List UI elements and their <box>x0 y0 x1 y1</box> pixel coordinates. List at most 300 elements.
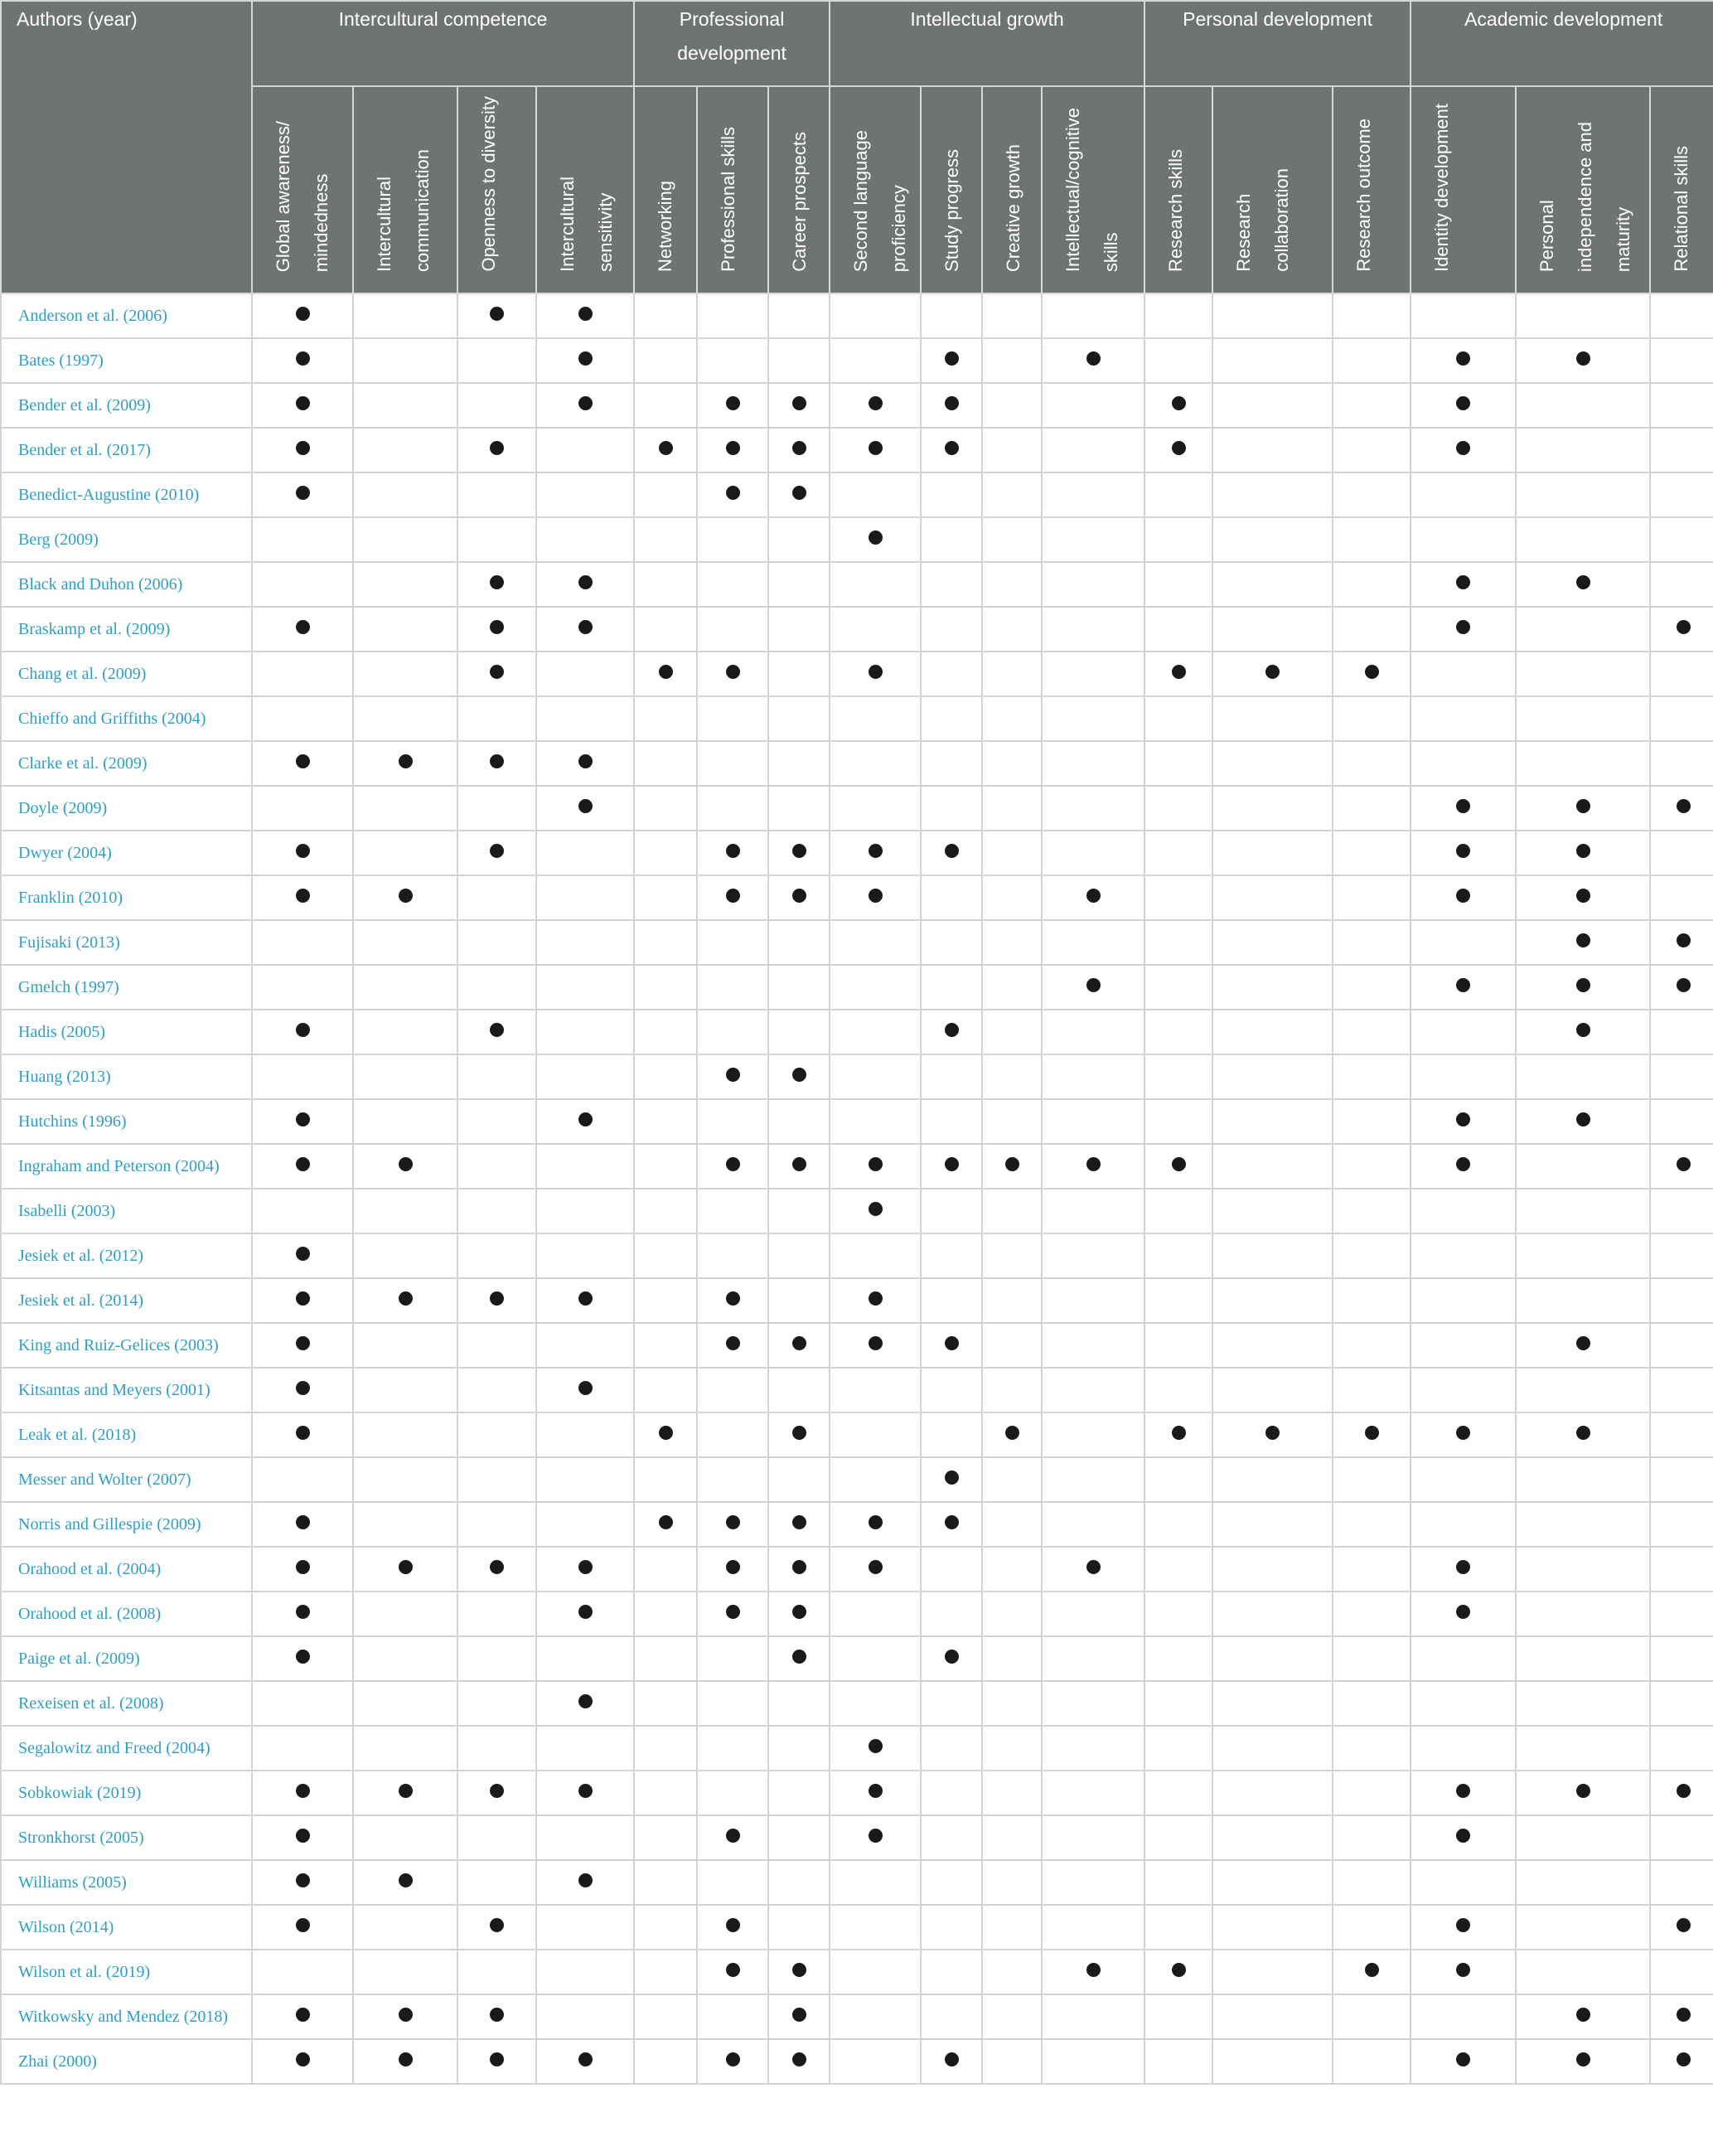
table-row <box>1 652 1713 696</box>
subcategory-header <box>830 86 921 293</box>
table-cell <box>1042 786 1144 831</box>
table-cell <box>353 786 457 831</box>
table-cell <box>1516 875 1650 920</box>
table-cell <box>1516 1457 1650 1502</box>
table-cell <box>1650 338 1713 383</box>
table-cell <box>536 1457 634 1502</box>
table-cell <box>697 652 768 696</box>
table-cell <box>1516 1099 1650 1144</box>
table-cell <box>1516 1189 1650 1233</box>
table-cell <box>982 831 1042 875</box>
bullet-mark-icon <box>490 1918 504 1932</box>
author-link[interactable]: Norris and Gillespie (2009) <box>1 1502 252 1547</box>
table-cell <box>830 1726 921 1771</box>
table-row <box>1 383 1713 428</box>
bullet-mark-icon <box>578 1605 593 1619</box>
bullet-mark-icon <box>490 441 504 455</box>
bullet-mark-icon <box>1677 2008 1691 2022</box>
table-cell <box>252 741 353 786</box>
table-cell <box>1333 1278 1411 1323</box>
author-link[interactable]: Berg (2009) <box>1 517 252 562</box>
table-cell <box>252 1323 353 1368</box>
subcategory-header <box>536 86 634 293</box>
table-cell <box>982 1189 1042 1233</box>
table-cell <box>634 1457 697 1502</box>
bullet-mark-icon <box>1172 441 1186 455</box>
author-link[interactable]: Bender et al. (2017) <box>1 428 252 472</box>
table-cell <box>536 652 634 696</box>
table-cell <box>921 1412 982 1457</box>
subcategory-label: Creative growth <box>1003 143 1024 272</box>
table-cell <box>1144 2039 1212 2084</box>
table-cell <box>1212 1994 1333 2039</box>
table-cell <box>1650 1189 1713 1233</box>
table-cell <box>921 1636 982 1681</box>
table-cell <box>1212 1010 1333 1054</box>
table-cell <box>921 1233 982 1278</box>
table-cell <box>768 1412 830 1457</box>
table-cell <box>1411 1771 1516 1815</box>
bullet-mark-icon <box>1172 1426 1186 1440</box>
table-cell <box>252 1054 353 1099</box>
bullet-mark-icon <box>1677 978 1691 992</box>
table-cell <box>634 1010 697 1054</box>
table-cell <box>921 1905 982 1950</box>
table-cell <box>768 1994 830 2039</box>
table-cell <box>353 293 457 338</box>
bullet-mark-icon <box>945 1157 959 1171</box>
table-cell <box>353 1905 457 1950</box>
table-cell <box>457 696 536 741</box>
table-cell <box>457 293 536 338</box>
bullet-mark-icon <box>792 486 806 500</box>
author-link[interactable]: Segalowitz and Freed (2004) <box>1 1726 252 1771</box>
table-cell <box>982 607 1042 652</box>
table-cell <box>457 428 536 472</box>
table-row <box>1 1815 1713 1860</box>
bullet-mark-icon <box>578 396 593 410</box>
author-link[interactable]: Wilson (2014) <box>1 1905 252 1950</box>
bullet-mark-icon <box>399 889 413 903</box>
author-link[interactable]: Williams (2005) <box>1 1860 252 1905</box>
bullet-mark-icon <box>490 620 504 634</box>
table-cell <box>1212 1592 1333 1636</box>
table-cell <box>1333 741 1411 786</box>
bullet-mark-icon <box>1365 1426 1379 1440</box>
table-cell <box>252 1994 353 2039</box>
bullet-mark-icon <box>659 665 673 679</box>
author-link[interactable]: Gmelch (1997) <box>1 965 252 1010</box>
table-cell <box>768 293 830 338</box>
table-cell <box>1333 1771 1411 1815</box>
author-link[interactable]: Ingraham and Peterson (2004) <box>1 1144 252 1189</box>
table-cell <box>1212 472 1333 517</box>
table-cell <box>536 1950 634 1994</box>
bullet-mark-icon <box>1456 396 1470 410</box>
author-link[interactable]: Sobkowiak (2019) <box>1 1771 252 1815</box>
subcategory-label: Intellectual/cognitive skills <box>1062 107 1122 272</box>
bullet-mark-icon <box>1456 978 1470 992</box>
table-row <box>1 1905 1713 1950</box>
table-cell <box>457 1502 536 1547</box>
table-cell <box>768 831 830 875</box>
author-link[interactable]: Anderson et al. (2006) <box>1 293 252 338</box>
author-link[interactable]: Doyle (2009) <box>1 786 252 831</box>
subcategory-header <box>634 86 697 293</box>
table-row <box>1 965 1713 1010</box>
table-row <box>1 875 1713 920</box>
table-cell <box>921 1502 982 1547</box>
table-cell <box>457 1323 536 1368</box>
table-cell <box>1650 428 1713 472</box>
table-cell <box>1333 293 1411 338</box>
author-link[interactable]: Bender et al. (2009) <box>1 383 252 428</box>
table-cell <box>830 1905 921 1950</box>
author-link[interactable]: Paige et al. (2009) <box>1 1636 252 1681</box>
table-cell <box>1144 1950 1212 1994</box>
table-cell <box>982 1726 1042 1771</box>
table-cell <box>1144 1726 1212 1771</box>
table-cell <box>830 517 921 562</box>
table-cell <box>1212 607 1333 652</box>
author-link[interactable]: Hadis (2005) <box>1 1010 252 1054</box>
author-link[interactable]: Chieffo and Griffiths (2004) <box>1 696 252 741</box>
table-cell <box>353 1547 457 1592</box>
table-cell <box>1144 965 1212 1010</box>
table-cell <box>1333 1457 1411 1502</box>
table-cell <box>830 1099 921 1144</box>
table-cell <box>768 562 830 607</box>
subcategory-label: Identity development <box>1431 103 1453 272</box>
table-cell <box>634 1547 697 1592</box>
table-cell <box>1650 472 1713 517</box>
table-cell <box>353 1189 457 1233</box>
table-cell <box>982 875 1042 920</box>
table-cell <box>634 472 697 517</box>
table-cell <box>697 472 768 517</box>
table-cell <box>1411 383 1516 428</box>
table-cell <box>1212 831 1333 875</box>
table-cell <box>768 920 830 965</box>
author-link[interactable]: Huang (2013) <box>1 1054 252 1099</box>
table-cell <box>353 1681 457 1726</box>
table-cell <box>353 965 457 1010</box>
table-cell <box>252 696 353 741</box>
table-row <box>1 696 1713 741</box>
table-cell <box>1650 1144 1713 1189</box>
table-cell <box>921 1681 982 1726</box>
table-cell <box>1333 786 1411 831</box>
table-cell <box>1042 293 1144 338</box>
table-cell <box>252 1457 353 1502</box>
table-cell <box>1411 1278 1516 1323</box>
table-cell <box>353 696 457 741</box>
bullet-mark-icon <box>726 1068 740 1082</box>
bullet-mark-icon <box>1456 1784 1470 1798</box>
bullet-mark-icon <box>1456 889 1470 903</box>
table-cell <box>1411 562 1516 607</box>
group-header-row <box>1 1 1713 86</box>
table-cell <box>353 1233 457 1278</box>
table-cell <box>536 965 634 1010</box>
table-cell <box>1333 1860 1411 1905</box>
table-cell <box>1144 293 1212 338</box>
table-cell <box>353 831 457 875</box>
table-cell <box>830 472 921 517</box>
table-cell <box>252 1233 353 1278</box>
bullet-mark-icon <box>792 2008 806 2022</box>
bullet-mark-icon <box>1456 1157 1470 1171</box>
table-cell <box>921 1144 982 1189</box>
table-cell <box>457 1457 536 1502</box>
table-cell <box>353 1099 457 1144</box>
table-cell <box>830 607 921 652</box>
author-link[interactable]: Dwyer (2004) <box>1 831 252 875</box>
table-cell <box>830 696 921 741</box>
table-cell <box>1212 1950 1333 1994</box>
bullet-mark-icon <box>1576 1784 1590 1798</box>
author-link[interactable]: Bates (1997) <box>1 338 252 383</box>
table-cell <box>982 428 1042 472</box>
table-cell <box>1411 920 1516 965</box>
bullet-mark-icon <box>578 1873 593 1887</box>
author-link[interactable]: Messer and Wolter (2007) <box>1 1457 252 1502</box>
author-link[interactable]: Jesiek et al. (2014) <box>1 1278 252 1323</box>
table-cell <box>768 607 830 652</box>
table-cell <box>457 652 536 696</box>
table-cell <box>1144 1144 1212 1189</box>
table-cell <box>982 383 1042 428</box>
author-link[interactable]: Orahood et al. (2008) <box>1 1592 252 1636</box>
table-cell <box>536 1636 634 1681</box>
table-cell <box>830 741 921 786</box>
table-cell <box>982 1412 1042 1457</box>
author-link[interactable]: Jesiek et al. (2012) <box>1 1233 252 1278</box>
bullet-mark-icon <box>399 1157 413 1171</box>
table-cell <box>1411 1681 1516 1726</box>
table-cell <box>1333 1547 1411 1592</box>
table-cell <box>697 1592 768 1636</box>
table-cell <box>536 1547 634 1592</box>
bullet-mark-icon <box>945 441 959 455</box>
author-link[interactable]: Benedict-Augustine (2010) <box>1 472 252 517</box>
author-link[interactable]: Zhai (2000) <box>1 2039 252 2084</box>
table-cell <box>768 1681 830 1726</box>
table-cell <box>634 293 697 338</box>
table-cell <box>1042 1771 1144 1815</box>
table-cell <box>252 338 353 383</box>
table-cell <box>921 1368 982 1412</box>
table-cell <box>1212 1323 1333 1368</box>
table-cell <box>1144 1905 1212 1950</box>
table-cell <box>1650 920 1713 965</box>
author-link[interactable]: Braskamp et al. (2009) <box>1 607 252 652</box>
table-cell <box>634 1054 697 1099</box>
bullet-mark-icon <box>945 396 959 410</box>
table-cell <box>697 1994 768 2039</box>
table-cell <box>634 562 697 607</box>
table-row <box>1 1592 1713 1636</box>
author-link[interactable]: Kitsantas and Meyers (2001) <box>1 1368 252 1412</box>
table-cell <box>830 562 921 607</box>
bullet-mark-icon <box>1677 1784 1691 1798</box>
bullet-mark-icon <box>869 441 883 455</box>
table-cell <box>1411 1233 1516 1278</box>
table-cell <box>921 875 982 920</box>
bullet-mark-icon <box>296 486 310 500</box>
author-link[interactable]: Leak et al. (2018) <box>1 1412 252 1457</box>
table-cell <box>982 1233 1042 1278</box>
table-cell <box>1212 741 1333 786</box>
table-cell <box>697 1233 768 1278</box>
author-link[interactable]: Black and Duhon (2006) <box>1 562 252 607</box>
table-cell <box>768 1860 830 1905</box>
table-cell <box>634 786 697 831</box>
table-cell <box>1212 1547 1333 1592</box>
table-row <box>1 1054 1713 1099</box>
table-cell <box>634 1681 697 1726</box>
author-link[interactable]: Orahood et al. (2004) <box>1 1547 252 1592</box>
table-cell <box>1333 517 1411 562</box>
table-cell <box>921 741 982 786</box>
bullet-mark-icon <box>726 396 740 410</box>
author-link[interactable]: King and Ruiz-Gelices (2003) <box>1 1323 252 1368</box>
table-cell <box>1333 1144 1411 1189</box>
table-cell <box>921 517 982 562</box>
table-row <box>1 1457 1713 1502</box>
table-cell <box>353 2039 457 2084</box>
table-cell <box>1411 1144 1516 1189</box>
author-link[interactable]: Isabelli (2003) <box>1 1189 252 1233</box>
table-cell <box>1650 517 1713 562</box>
subcategory-label: Study progress <box>941 149 963 272</box>
table-cell <box>634 1905 697 1950</box>
author-link[interactable]: Stronkhorst (2005) <box>1 1815 252 1860</box>
group-header: Intercultural competence <box>252 1 634 86</box>
table-cell <box>1042 1994 1144 2039</box>
table-cell <box>768 517 830 562</box>
table-cell <box>921 1547 982 1592</box>
table-cell <box>921 607 982 652</box>
table-cell <box>921 1099 982 1144</box>
table-cell <box>982 1771 1042 1815</box>
table-cell <box>457 383 536 428</box>
table-cell <box>697 338 768 383</box>
table-cell <box>1516 338 1650 383</box>
table-cell <box>1516 1412 1650 1457</box>
table-cell <box>1411 1636 1516 1681</box>
table-cell <box>1042 1144 1144 1189</box>
bullet-mark-icon <box>945 1470 959 1485</box>
bullet-mark-icon <box>490 2008 504 2022</box>
table-cell <box>697 741 768 786</box>
table-cell <box>1212 428 1333 472</box>
table-cell <box>921 338 982 383</box>
table-row <box>1 517 1713 562</box>
table-cell <box>1650 1950 1713 1994</box>
table-cell <box>353 1278 457 1323</box>
author-link[interactable]: Chang et al. (2009) <box>1 652 252 696</box>
table-cell <box>697 965 768 1010</box>
table-cell <box>1411 1592 1516 1636</box>
table-cell <box>1333 1323 1411 1368</box>
table-cell <box>457 920 536 965</box>
bullet-mark-icon <box>1172 1963 1186 1977</box>
table-cell <box>1650 1233 1713 1278</box>
table-cell <box>457 1994 536 2039</box>
table-cell <box>921 293 982 338</box>
table-cell <box>536 1368 634 1412</box>
bullet-mark-icon <box>490 665 504 679</box>
table-cell <box>457 1233 536 1278</box>
table-cell <box>697 1547 768 1592</box>
subcategory-header <box>1650 86 1713 293</box>
bullet-mark-icon <box>792 396 806 410</box>
author-link[interactable]: Rexeisen et al. (2008) <box>1 1681 252 1726</box>
table-cell <box>768 428 830 472</box>
bullet-mark-icon <box>1265 1426 1280 1440</box>
bullet-mark-icon <box>869 1739 883 1753</box>
table-cell <box>1411 696 1516 741</box>
table-cell <box>1516 1815 1650 1860</box>
table-cell <box>982 1860 1042 1905</box>
subcategory-header <box>457 86 536 293</box>
table-cell <box>1144 472 1212 517</box>
bullet-mark-icon <box>726 2052 740 2066</box>
table-cell <box>921 920 982 965</box>
bullet-mark-icon <box>578 351 593 366</box>
bullet-mark-icon <box>578 575 593 589</box>
author-link[interactable]: Franklin (2010) <box>1 875 252 920</box>
table-cell <box>252 1412 353 1457</box>
author-link[interactable]: Witkowsky and Mendez (2018) <box>1 1994 252 2039</box>
table-cell <box>697 428 768 472</box>
table-cell <box>1411 1905 1516 1950</box>
table-cell <box>1516 472 1650 517</box>
author-link[interactable]: Clarke et al. (2009) <box>1 741 252 786</box>
table-cell <box>536 696 634 741</box>
table-cell <box>1650 1771 1713 1815</box>
table-cell <box>697 1189 768 1233</box>
table-cell <box>1212 1771 1333 1815</box>
bullet-mark-icon <box>726 486 740 500</box>
table-cell <box>252 1099 353 1144</box>
table-cell <box>252 786 353 831</box>
author-link[interactable]: Hutchins (1996) <box>1 1099 252 1144</box>
table-cell <box>1042 1412 1144 1457</box>
table-cell <box>1144 696 1212 741</box>
table-cell <box>697 786 768 831</box>
table-cell <box>697 517 768 562</box>
table-cell <box>697 1278 768 1323</box>
table-cell <box>1333 472 1411 517</box>
table-cell <box>697 1636 768 1681</box>
table-cell <box>1411 1189 1516 1233</box>
table-cell <box>697 1054 768 1099</box>
table-cell <box>1411 1323 1516 1368</box>
table-cell <box>1042 1592 1144 1636</box>
table-cell <box>1212 1636 1333 1681</box>
table-cell <box>457 1189 536 1233</box>
table-cell <box>457 1905 536 1950</box>
table-cell <box>1144 1233 1212 1278</box>
table-cell <box>1212 786 1333 831</box>
author-link[interactable]: Fujisaki (2013) <box>1 920 252 965</box>
table-cell <box>1144 1681 1212 1726</box>
subcategory-label: Networking <box>655 180 676 272</box>
table-cell <box>982 1054 1042 1099</box>
author-link[interactable]: Wilson et al. (2019) <box>1 1950 252 1994</box>
